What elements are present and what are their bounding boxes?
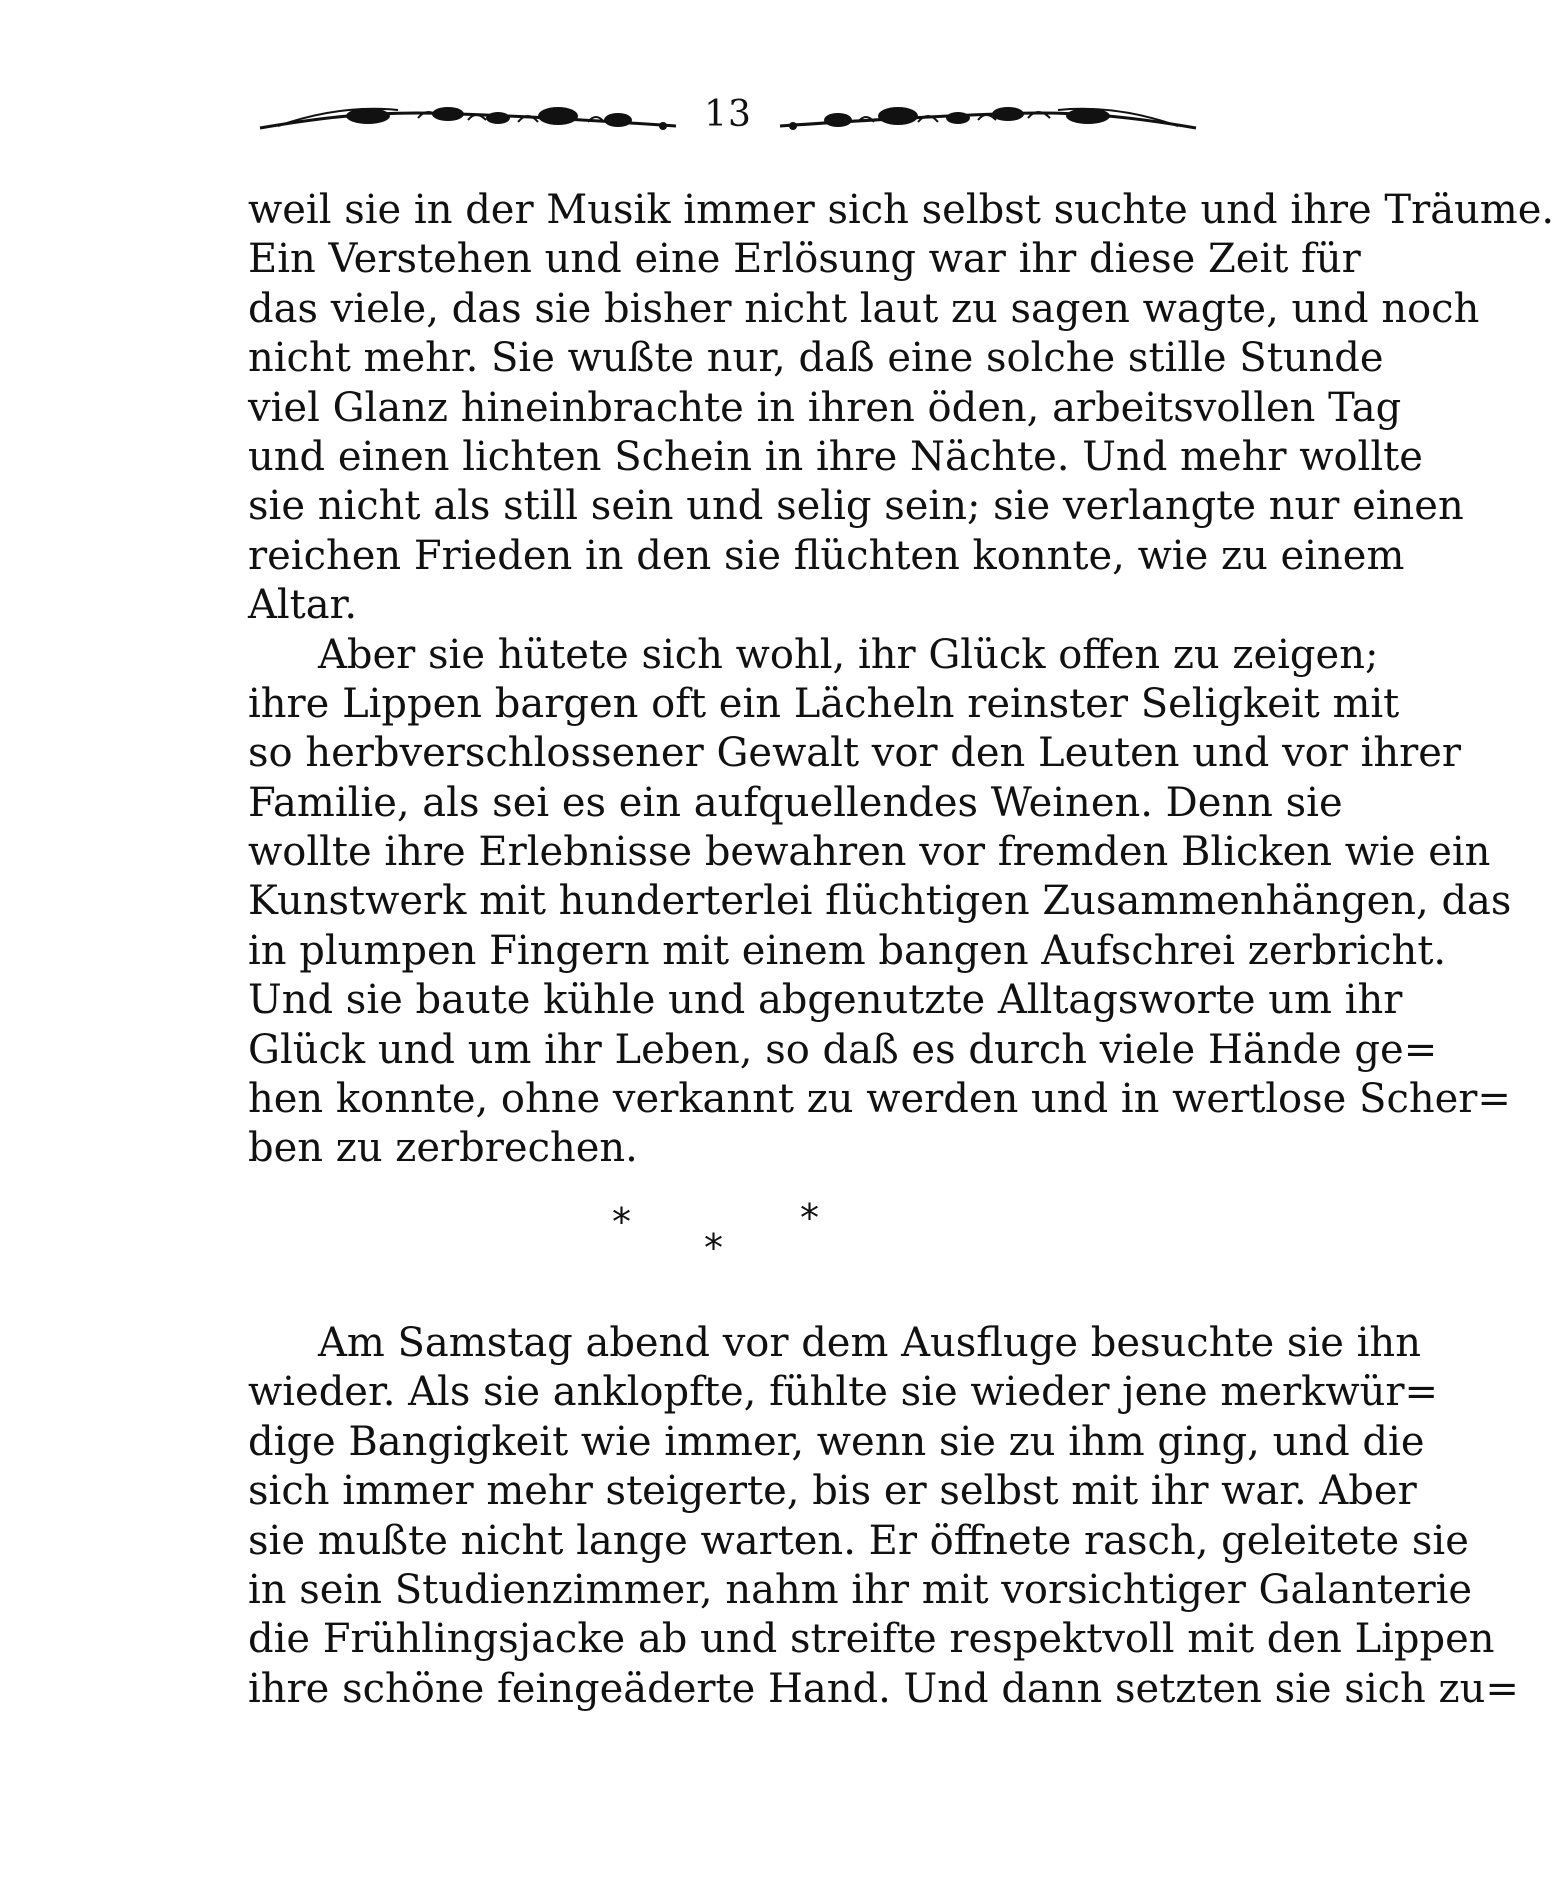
text-line: dige Bangigkeit wie immer, wenn sie zu ihm ging, und die xyxy=(248,1418,1425,1465)
text-line: Am Samstag abend vor dem Ausfluge besuchte sie ihn xyxy=(318,1320,1421,1366)
text-line: sich immer mehr steigerte, bis er selbst mit ihr war. Aber xyxy=(248,1468,1417,1515)
text-line: Aber sie hütete sich wohl, ihr Glück offen zu zeigen; xyxy=(318,631,1379,678)
dinkus-star: * xyxy=(704,1226,723,1270)
text-line: Familie, als sei es ein aufquellendes Weinen. Denn sie xyxy=(248,779,1343,826)
text-line: sie nicht als still sein und selig sein; sie verlangte nur einen xyxy=(248,483,1464,530)
text-line: die Frühlingsjacke ab und streifte respektvoll mit den Lippen xyxy=(248,1616,1495,1663)
text-block-2 xyxy=(248,1319,1519,1714)
text-line: ihre schöne feingeäderte Hand. Und dann setzten sie sich zu= xyxy=(248,1665,1519,1712)
text-line: das viele, das sie bisher nicht laut zu sagen wagte, und noch xyxy=(248,285,1480,332)
text-line: sie mußte nicht lange warten. Er öffnete rasch, geleitete sie xyxy=(248,1517,1469,1564)
text-line: reichen Frieden in den sie flüchten konnte, wie zu einem xyxy=(248,532,1405,579)
text-line: hen konnte, ohne verkannt zu werden und in wertlose Scher= xyxy=(248,1076,1511,1123)
text-line: so herbverschlossener Gewalt vor den Leuten und vor ihrer xyxy=(248,730,1462,777)
section-break-dinkus xyxy=(600,1196,840,1280)
text-line: Kunstwerk mit hunderterlei flüchtigen Zusammenhängen, das xyxy=(248,878,1512,925)
text-line: nicht mehr. Sie wußte nur, daß eine solche stille Stunde xyxy=(248,335,1384,382)
text-line: wollte ihre Erlebnisse bewahren vor fremden Blicken wie ein xyxy=(248,829,1491,876)
floral-vine-ornament-right-icon xyxy=(778,96,1198,138)
text-line: Altar. xyxy=(248,582,358,629)
dinkus-star: * xyxy=(800,1196,819,1240)
text-line: Ein Verstehen und eine Erlösung war ihr diese Zeit für xyxy=(248,236,1361,283)
text-line: ihre Lippen bargen oft ein Lächeln reinster Seligkeit mit xyxy=(248,680,1400,727)
text-line: in plumpen Fingern mit einem bangen Aufschrei zerbricht. xyxy=(248,927,1447,974)
text-block-1 xyxy=(248,186,1554,1174)
floral-vine-ornament-left-icon xyxy=(258,96,678,138)
page-header xyxy=(258,92,1198,142)
page-number: 13 xyxy=(704,94,752,135)
text-line: Glück und um ihr Leben, so daß es durch viele Hände ge= xyxy=(248,1026,1438,1073)
text-line: ben zu zerbrechen. xyxy=(248,1125,638,1172)
text-line: in sein Studienzimmer, nahm ihr mit vorsichtiger Galanterie xyxy=(248,1566,1473,1613)
text-line: weil sie in der Musik immer sich selbst suchte und ihre Träume. xyxy=(248,187,1554,233)
text-line: Und sie baute kühle und abgenutzte Alltagsworte um ihr xyxy=(248,977,1403,1024)
dinkus-star: * xyxy=(612,1200,631,1244)
text-line: wieder. Als sie anklopfte, fühlte sie wieder jene merkwür= xyxy=(248,1369,1438,1416)
text-line: und einen lichten Schein in ihre Nächte. Und mehr wollte xyxy=(248,433,1423,480)
text-line: viel Glanz hineinbrachte in ihren öden, arbeitsvollen Tag xyxy=(248,384,1402,431)
